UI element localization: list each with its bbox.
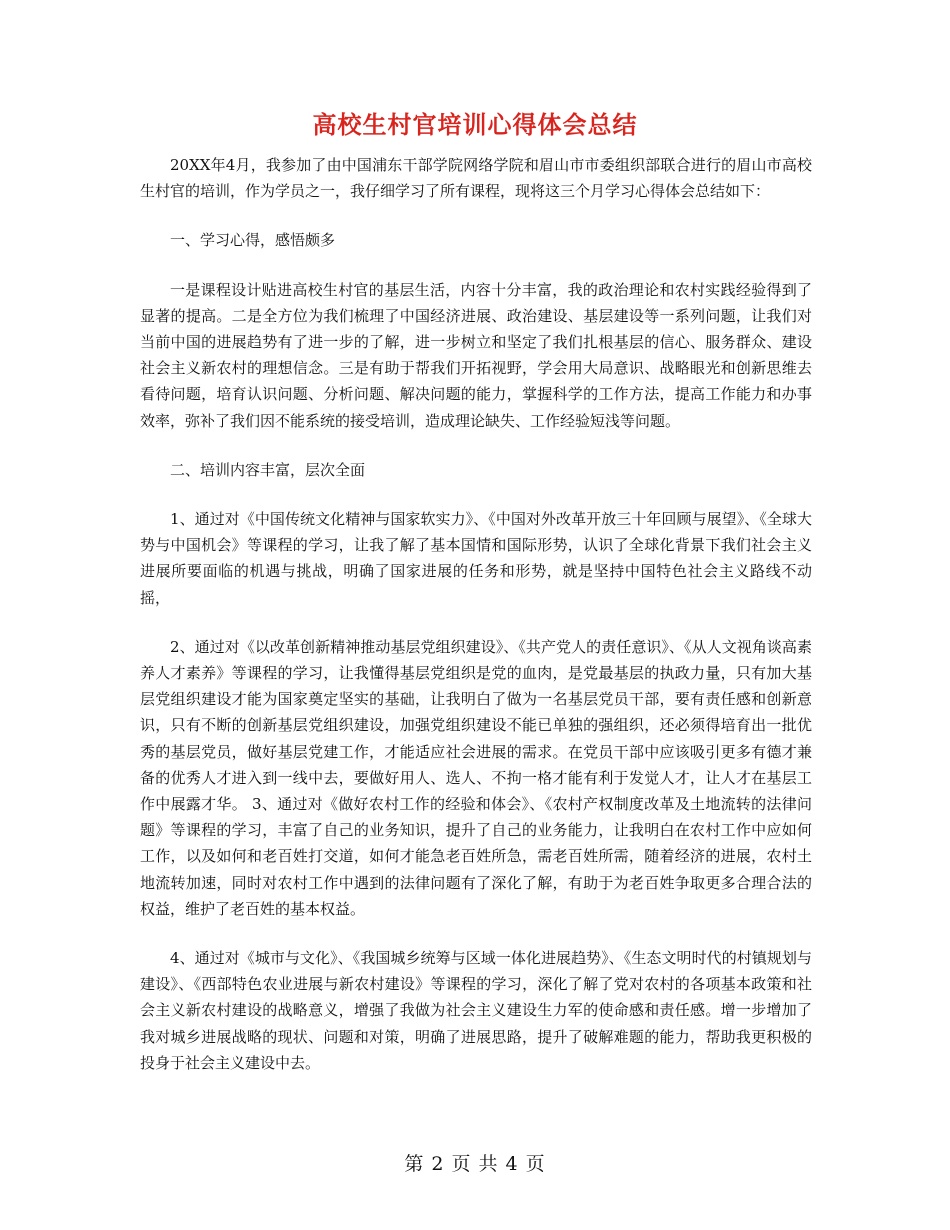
section-heading-1: 一、学习心得，感悟颇多 xyxy=(170,231,336,250)
section-heading-2: 二、培训内容丰富，层次全面 xyxy=(170,460,366,479)
section-1-paragraph: 一是课程设计贴进高校生村官的基层生活，内容十分丰富，我的政治理论和农村实践经验得到了显著的提高。二是全方位为我们梳理了中国经济进展、政治建设、基层建设等一系列问题，让我们对当前中国的进展趋势有了进一步的了解，进一步树立和坚定了我们扎根基层的信心、服务群众、建设社会主义新农村的理想信念。三是有助于帮我们开拓视野，学会用大局意识、战略眼光和创新思维去看待问题，培育认识问题、分析问题、解决问题的能力，掌握科学的工作方法，提高工作能力和办事效率，弥补了我们因不能系统的接受培训，造成理论缺失、工作经验短浅等问题。 xyxy=(140,280,812,430)
section-2-item-2-3: 2、通过对《以改革创新精神推动基层党组织建设》、《共产党人的责任意识》、《从人文视角谈高素养人才素养》等课程的学习，让我懂得基层党组织是党的血肉，是党最基层的执政力量，只有加大基层党组织建设才能为国家奠定坚实的基础，让我明白了做为一名基层党员干部，要有责任感和创新意识，只有不断的创新基层党组织建设，加强党组织建设不能已单独的强组织，还必须得培育出一批优秀的基层党员，做好基层党建工作，才能适应社会进展的需求。在党员干部中应该吸引更多有德才兼备的优秀人才进入到一线中去，要做好用人、选人、不拘一格才能有利于发觉人才，让人才在基层工作中展露才华。 3、通过对《做好农村工作的经验和体会》、《农村产权制度改革及土地流转的法律问题》等课程的学习，丰富了自己的业务知识，提升了自己的业务能力，让我明白在农村工作中应如何工作，以及如何和老百姓打交道，如何才能急老百姓所急，需老百姓所需，随着经济的进展，农村土地流转加速，同时对农村工作中遇到的法律问题有了深化了解，有助于为老百姓争取更多合理合法的权益，维护了老百姓的基本权益。 xyxy=(140,637,812,918)
section-2-item-4: 4、通过对《城市与文化》、《我国城乡统筹与区域一体化进展趋势》、《生态文明时代的村镇规划与建设》、《西部特色农业进展与新农村建设》等课程的学习，深化了解了党对农村的各项基本政策和社会主义新农村建设的战略意义，增强了我做为社会主义建设生力军的使命感和责任感。增一步增加了我对城乡进展战略的现状、问题和对策，明确了进展思路，提升了破解难题的能力，帮助我更积极的投身于社会主义建设中去。 xyxy=(140,949,812,1072)
document-title: 高校生村官培训心得体会总结 xyxy=(312,111,638,139)
page-footer: 第 2 页 共 4 页 xyxy=(404,1153,546,1175)
intro-paragraph: 20XX年4月，我参加了由中国浦东干部学院网络学院和眉山市市委组织部联合进行的眉山市高校生村官的培训，作为学员之一，我仔细学习了所有课程，现将这三个月学习心得体会总结如下： xyxy=(140,156,812,201)
document-body xyxy=(140,152,812,1099)
section-2-item-1: 1、通过对《中国传统文化精神与国家软实力》、《中国对外改革开放三十年回顾与展望》、《全球大势与中国机会》等课程的学习，让我了解了基本国情和国际形势，认识了全球化背景下我们社会主义进展所要面临的机遇与挑战，明确了国家进展的任务和形势，就是坚持中国特色社会主义路线不动摇， xyxy=(140,510,812,607)
